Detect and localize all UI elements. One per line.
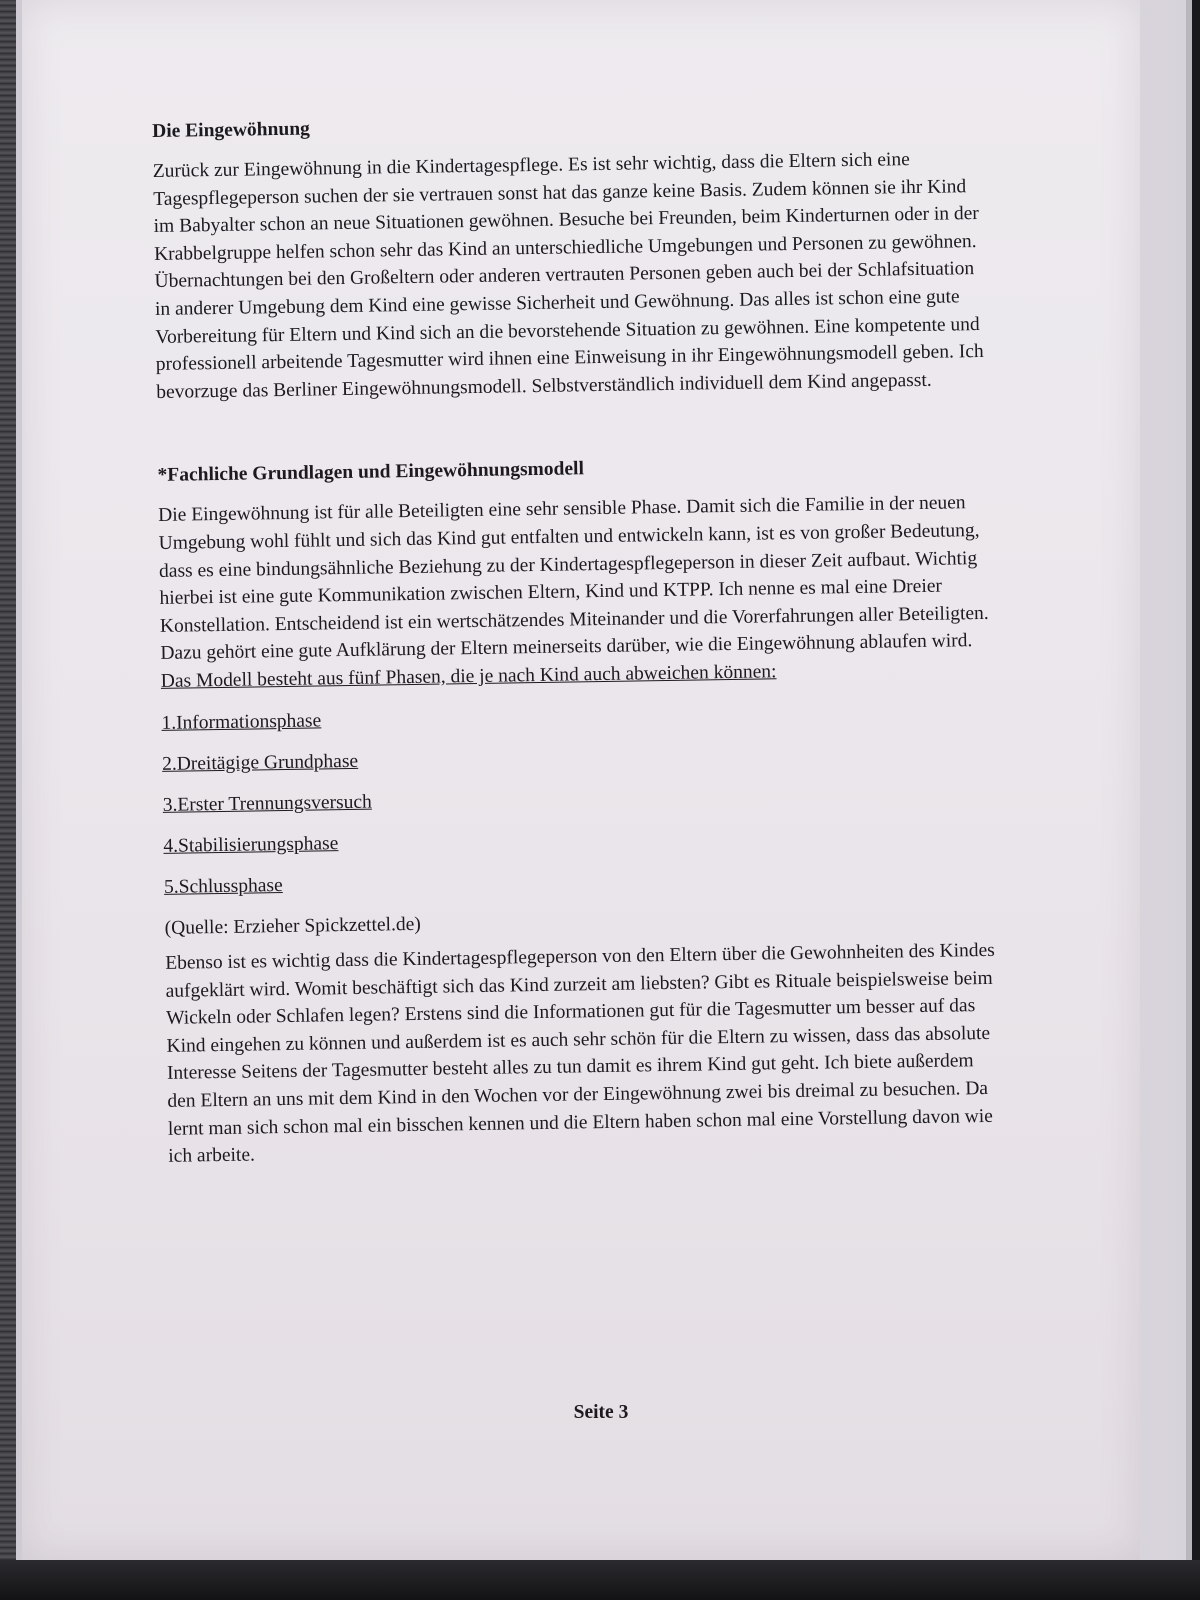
- binder-bottom-edge: [0, 1560, 1200, 1600]
- document-page: [22, 0, 1140, 1560]
- page-content: [152, 107, 998, 1171]
- phase-item: 1.Informationsphase: [161, 709, 322, 734]
- section-heading-eingewoehnung: Die Eingewöhnung: [152, 118, 310, 142]
- intro-paragraph: Zurück zur Eingewöhnung in die Kindertagespflege. Es ist sehr wichtig, dass die Eltern sich eine Tagespflegeperson suchen der sie vertrauen sonst hat das ganze keine Basis. Zudem können sie ihr Kind im Babyalter schon an neue Situationen gewöhnen. Besuche bei Freunden, beim Kinderturnen oder in der Krabbelgruppe helfen schon sehr das Kind an unterschiedliche Umgebungen und Personen zu gewöhnen. Übernachtungen bei den Großeltern oder anderen vertrauten Personen geben auch bei der Schlafsituation in anderer Umgebung dem Kind eine gewisse Sicherheit und Gewöhnung. Das alles ist schon eine gute Vorbereitung für Eltern und Kind sich an die bevorstehende Situation zu gewöhnen. Eine kompetente und professionell arbeitende Tagesmutter wird ihnen eine Einweisung in ihr Eingewöhnungsmodell geben. Ich bevorzuge das Berliner Eingewöhnungsmodell. Selbstverständlich individuell dem Kind angepasst.: [152, 149, 984, 403]
- phases-list: [161, 696, 994, 900]
- source-citation: (Quelle: Erzieher Spickzettel.de): [164, 913, 421, 939]
- phase-item: 4.Stabilisierungsphase: [163, 832, 339, 857]
- phases-intro: Das Modell besteht aus fünf Phasen, die je nach Kind auch abweichen können:: [160, 661, 777, 692]
- closing-paragraph: Ebenso ist es wichtig dass die Kindertagespflegeperson von den Eltern über die Gewohnheiten des Kindes aufgeklärt wird. Womit beschäftigt sich das Kind zurzeit am liebsten? Gibt es Rituale beispielsweise beim Wickeln oder Schlafen legen? Erstens sind die Informationen gut für die Tagesmutter um besser auf das Kind eingehen zu können und außerdem ist es auch sehr schön für die Eltern zu wissen, dass das absolute Interesse Seitens der Tagesmutter besteht alles zu tun damit es ihrem Kind gut geht. Ich biete außerdem den Eltern an uns mit dem Kind in den Wochen vor der Eingewöhnung zwei bis dreimal zu besuchen. Da lernt man sich schon mal ein bisschen kennen und die Eltern haben schon mal eine Vorstellung davon wie ich arbeite.: [165, 939, 995, 1168]
- grundlagen-paragraph: Die Eingewöhnung ist für alle Beteiligten eine sehr sensible Phase. Damit sich die Familie in der neuen Umgebung wohl fühlt und sich das Kind gut entfalten und entwickeln kann, ist es von großer Bedeutung, dass es eine bindungsähnliche Beziehung zu der Kindertagespflegeperson in dieser Zeit aufbaut. Wichtig hierbei ist eine gute Kommunikation zwischen Eltern, Kind und KTPP. Ich nenne es mal eine Dreier Konstellation. Entscheidend ist ein wertschätzendes Miteinander und die Vorerfahrungen aller Beteiligten. Dazu gehört eine gute Aufklärung der Eltern meinerseits darüber, wie die Eingewöhnung ablaufen wird.: [158, 492, 989, 665]
- phase-item: 3.Erster Trennungsversuch: [162, 791, 372, 816]
- phase-item: 5.Schlussphase: [163, 874, 283, 898]
- section-heading-grundlagen: *Fachliche Grundlagen und Eingewöhnungsmodell: [157, 458, 585, 487]
- phase-item: 2.Dreitägige Grundphase: [161, 750, 359, 775]
- page-number: Seite 3: [573, 1402, 629, 1423]
